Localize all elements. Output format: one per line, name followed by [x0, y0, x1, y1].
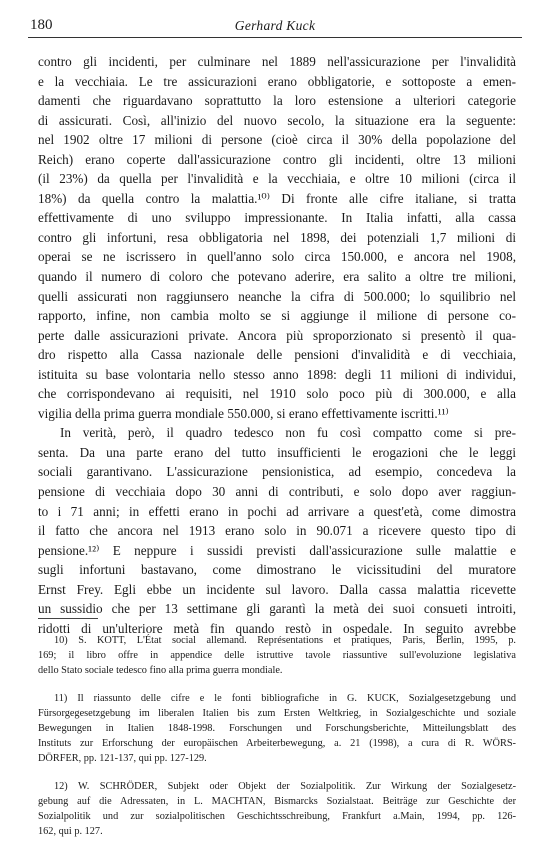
- text-line: quando il numero di coloro che potevano aderire, era salito a oltre tre milioni,: [38, 269, 516, 285]
- text-line: vigilia della prima guerra mondiale 550.000, si erano effettivamente iscritti.¹¹⁾: [38, 405, 449, 421]
- text-line: un sussidio che per 13 settimane gli garantì la metà dei suoi consueti introiti,: [38, 601, 516, 617]
- text-line: In verità, però, il quadro tedesco non fu così compatto come si pre-: [60, 425, 516, 441]
- footnote-line: Sozialpolitik und zur sozialpolitischen Geschichtsschreibung, Frankfurt a.Main, 1994, pp. 126-: [38, 810, 516, 822]
- footnote-marker: 10): [54, 635, 68, 646]
- body-text: [38, 52, 516, 638]
- text-line: (il 23%) da quella per l'invalidità e la vecchiaia, e oltre 10 milioni (circa il: [38, 171, 516, 187]
- footnote-line: Fürsorgegesetzgebung im liberalen Italien bis zum Ersten Weltkrieg, in Sozialgeschichte und soziale: [38, 707, 516, 719]
- footnote-text: Il riassunto delle cifre e le fonti bibliografiche in G. KUCK, Sozialgesetzgebung und: [77, 692, 516, 704]
- text-line: sugli infortuni bastavano, come dimostrano le vicissitudini del muratore: [38, 562, 516, 578]
- text-line: che corrispondevano ai requisiti, nel 1910 solo poco più di 300.000, e alla: [38, 386, 516, 402]
- text-line: il fatto che ancora nel 1913 erano solo in 90.071 a ricevere questo tipo di: [38, 523, 516, 539]
- text-line: to i 71 anni; in effetti erano in pochi ad arrivare a quest'età, come dimostra: [38, 503, 516, 519]
- text-line: perte dalle assicurazioni private. Ancora più sproporzionato si presentò il qua-: [38, 327, 516, 343]
- footnote-line: [38, 633, 516, 648]
- page-number: 180: [30, 17, 53, 33]
- text-line: contro gli infortuni, resa obbligatoria nel 1898, dei potenziali 1,7 milioni di: [38, 229, 516, 245]
- footnote-line: dello Stato sociale tedesco fino alla prima guerra mondiale.: [38, 665, 283, 677]
- text-line: contro gli incidenti, per culminare nel 1889 nell'assicurazione per l'invalidità: [38, 54, 516, 69]
- paragraph-1: [38, 52, 516, 423]
- footnote-line: [38, 779, 516, 794]
- text-line: nel 1902 oltre 17 milioni di persone (cioè circa il 30% della popolazione del: [38, 132, 516, 148]
- text-line: sociali garantivano. L'assicurazione pensionistica, ad esempio, concedeva la: [38, 464, 516, 480]
- footnote-line: gebung auf die Adressaten, in L. MACHTAN, Bismarcks Sozialstaat. Beiträge zur Geschichte der: [38, 795, 516, 807]
- text-line: di assicurati. Così, all'inizio del nuovo secolo, la situazione era la seguente:: [38, 112, 516, 128]
- footnote-text: S. KOTT, L'État social allemand. Représentations et pratiques, Paris, Berlin, 1995, p.: [78, 635, 516, 646]
- footnote-10: [38, 633, 516, 679]
- text-line: ridotti di un'ulteriore metà fin quando restò in ospedale. In seguito avrebbe: [38, 620, 516, 636]
- footnote-rule: [38, 618, 98, 619]
- text-line: rapporto, infine, non cambia molto se si aggiunge il milione di persone co-: [38, 308, 516, 324]
- text-line: Reich) erano coperte dall'assicurazione contro gli incidenti, oltre 13 milioni: [38, 151, 516, 167]
- running-head: Gerhard Kuck: [234, 18, 316, 33]
- footnote-line: 162, qui p. 127.: [38, 826, 103, 838]
- paragraph-2: [38, 423, 516, 638]
- footnote-line: Bewegungen in Italien 1848-1998. Forschungen und Forschungsberichte, Mitteilungsblatt des: [38, 722, 516, 734]
- footnotes: [38, 618, 516, 851]
- text-line: operai se ne iscrissero in quell'anno solo circa 150.000, e ancora nel 1908,: [38, 249, 516, 265]
- text-line: damenti che riguardavano soprattutto la loro estensione a ulteriori categorie: [38, 93, 516, 109]
- page-header: [28, 15, 522, 38]
- footnote-text: W. SCHRÖDER, Subjekt oder Objekt der Sozialpolitik. Zur Wirkung der Sozialgesetz-: [77, 780, 516, 792]
- footnote-line: Instituts zur Erforschung der europäischen Arbeiterbewegung, a. 21 (1998), a cura di R. WÖRS-: [38, 738, 516, 750]
- footnote-line: 169; il libro offre in appendice delle istruttive tavole riassuntive sull'evoluzione legislativa: [38, 650, 516, 662]
- footnote-12: [38, 779, 516, 840]
- text-line: pensione di vecchiaia dopo 30 anni di contributi, e solo dopo aver raggiun-: [38, 484, 516, 500]
- text-line: 18%) da quella contro la malattia.¹⁰⁾ Di fronte alle cifre italiane, si tratta: [38, 190, 516, 206]
- text-line: istituita su base volontaria nello stesso anno 1898: degli 11 milioni di individui,: [38, 366, 516, 382]
- footnote-line: DÖRFER, pp. 121-137, qui pp. 127-129.: [38, 753, 207, 765]
- text-line: Ernst Frey. Egli ebbe un incidente sul lavoro. Dalla cassa malattia ricevette: [38, 581, 516, 597]
- text-line: senta. Da una parte erano del tutto insufficienti le erogazioni che le leggi: [38, 444, 516, 460]
- text-line: dro rispetto alla Cassa nazionale delle pensioni d'invalidità e di vecchiaia,: [38, 347, 516, 363]
- footnote-line: [38, 691, 516, 706]
- footnote-marker: 11): [54, 692, 68, 704]
- footnote-marker: 12): [54, 780, 68, 792]
- text-line: effettivamente di uno sviluppo impressionante. In Italia infatti, alla cassa: [38, 210, 516, 226]
- footnote-11: [38, 691, 516, 767]
- text-line: pensione.¹²⁾ E neppure i sussidi previsti dall'assicurazione sulle malattie e: [38, 542, 516, 558]
- text-line: e la vecchiaia. Le tre assicurazioni erano obbligatorie, e sottoposte a emen-: [38, 73, 516, 89]
- text-line: quelli assicurati non raggiunsero neanche la cifra di 500.000; lo squilibrio nel: [38, 288, 516, 304]
